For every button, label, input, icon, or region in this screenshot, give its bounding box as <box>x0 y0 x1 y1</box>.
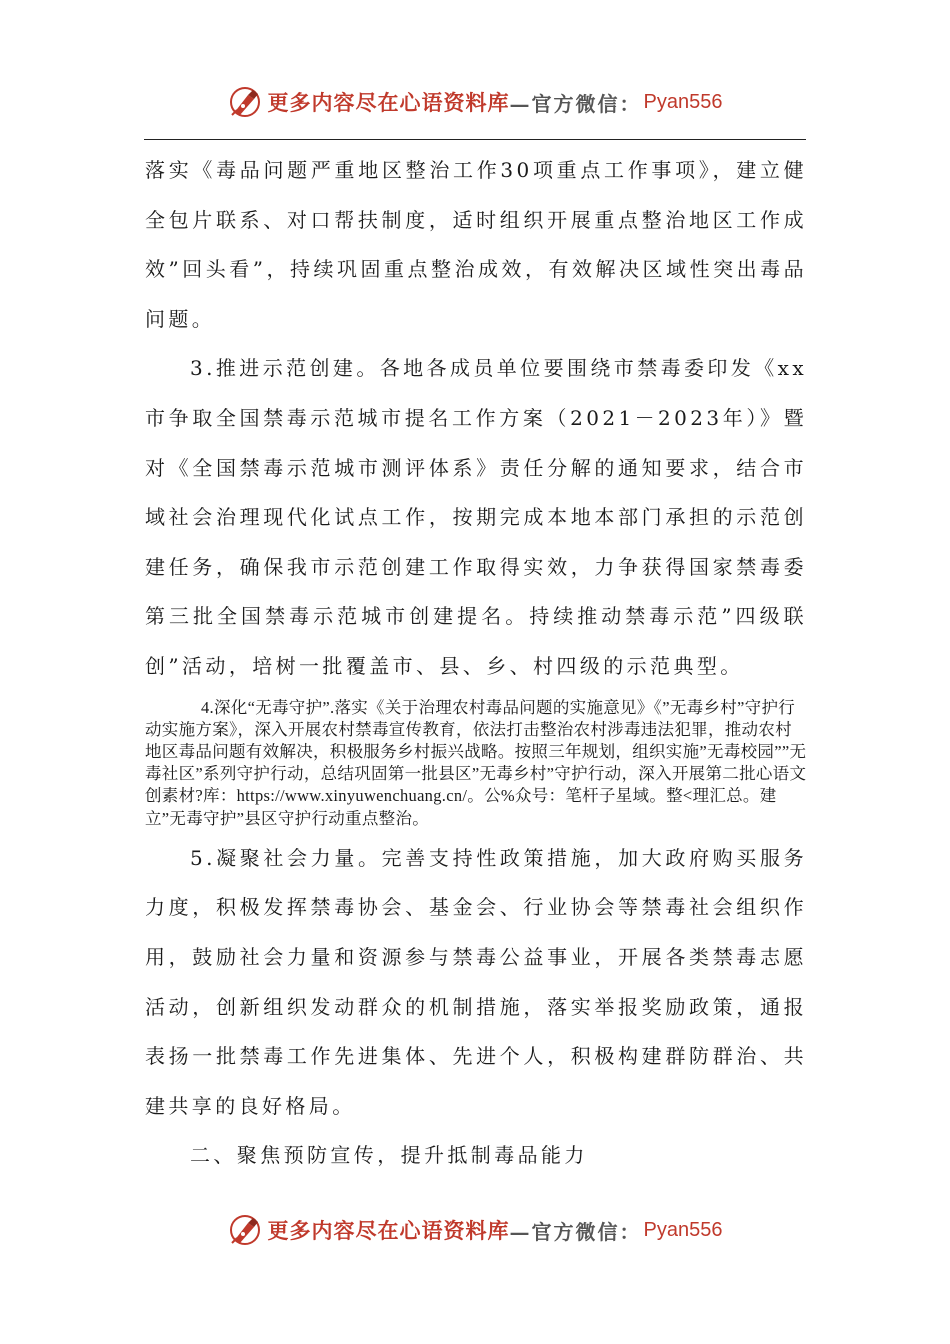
header-divider <box>144 139 806 140</box>
footer-brand-text: 更多内容尽在心语资料库 <box>267 1218 510 1243</box>
header-wechat-id: Pyan556 <box>643 90 723 113</box>
footer-banner <box>0 1210 950 1250</box>
paragraph-3 <box>145 697 807 830</box>
header-separator-text: —官方微信： <box>509 91 642 116</box>
paragraph-1: 落实《毒品问题严重地区整治工作30项重点工作事项》，建立健全包片联系、对口帮扶制度，适时组织开展重点整治地区工作成效”回头看”，持续巩固重点整治成效，有效解决区域性突出毒品问题。 <box>145 158 807 331</box>
paragraph-2: 3.推进示范创建。各地各成员单位要围绕市禁毒委印发《xx市争取全国禁毒示范城市提名工作方案（2021－2023年）》暨对《全国禁毒示范城市测评体系》责任分解的通知要求，结合市域社会治理现代化试点工作，按期完成本地本部门承担的示范创建任务，确保我市示范创建工作取得实效，力争获得国家禁毒委第三批全国禁毒示范城市创建提名。持续推动禁毒示范”四级联创”活动，培树一批覆盖市、县、乡、村四级的示范典型。 <box>145 356 807 678</box>
section-heading-2: 二、聚焦预防宣传，提升抵制毒品能力 <box>190 1143 588 1168</box>
header-brand-text: 更多内容尽在心语资料库 <box>267 90 510 115</box>
footer-separator-text: —官方微信： <box>509 1219 642 1244</box>
document-body <box>145 146 807 1181</box>
footer-wechat-id: Pyan556 <box>643 1218 723 1241</box>
pen-nib-logo-icon <box>228 85 262 119</box>
pen-nib-logo-icon <box>228 1213 262 1247</box>
paragraph-3-text: 4.深化“无毒守护”.落实《关于治理农村毒品问题的实施意见》《”无毒乡村”守护行动实施方案》，深入开展农村禁毒宣传教育，依法打击整治农村涉毒违法犯罪，推动农村地区毒品问题有效解决，积极服务乡村振兴战略。按照三年规划，组织实施”无毒校园””无毒社区”系列守护行动，总结巩固第一批县区”无毒乡村”守护行动，深入开展第二批心语文创素材?库：https://www.xinyuwenchuang.cn/。公%众号：笔杆子星域。整<理汇总。建立”无毒守护”县区守护行动重点整治。 <box>145 697 807 828</box>
paragraph-4: 5.凝聚社会力量。完善支持性政策措施，加大政府购买服务力度，积极发挥禁毒协会、基金会、行业协会等禁毒社会组织作用，鼓励社会力量和资源参与禁毒公益事业，开展各类禁毒志愿活动，创新组织发动群众的机制措施，落实举报奖励政策，通报表扬一批禁毒工作先进集体、先进个人，积极构建群防群治、共建共享的良好格局。 <box>145 845 807 1118</box>
header-banner <box>0 82 950 122</box>
